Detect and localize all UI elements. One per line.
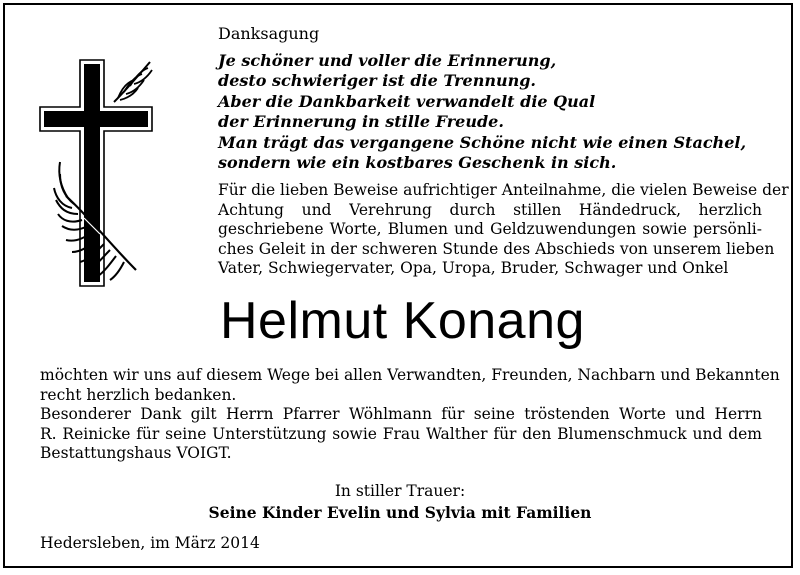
signers: Seine Kinder Evelin und Sylvia mit Familien [208, 503, 592, 522]
poem-line: der Erinnerung in stille Freude. [218, 112, 504, 132]
body-line: Besonderer Dank gilt Herrn Pfarrer Wöhlmann für seine tröstenden Worte und Herrn [40, 405, 762, 424]
body-line: Bestattungshaus VOIGT. [40, 444, 232, 463]
intro-line: Achtung und Verehrung durch stillen Händedruck, herzlich [218, 200, 762, 219]
poem-line: Man trägt das vergangene Schöne nicht wie einen Stachel, [218, 132, 747, 152]
body-line: R. Reinicke für seine Unterstützung sowie Frau Walther für den Blumenschmuck und dem [40, 424, 762, 443]
intro-line: Für die lieben Beweise aufrichtiger Anteilnahme, die vielen Beweise der [218, 181, 789, 199]
deceased-name: Helmut Konang [220, 292, 585, 350]
cross-with-palm-icon [38, 58, 163, 290]
poem-line: Je schöner und voller die Erinnerung, [218, 51, 557, 70]
intro-line: Vater, Schwiegervater, Opa, Uropa, Bruder, Schwager und Onkel [218, 259, 729, 278]
mourning-line: In stiller Trauer: [334, 482, 466, 500]
poem-line: sondern wie ein kostbares Geschenk in sich. [218, 153, 617, 173]
intro-paragraph [218, 181, 789, 279]
body-line: möchten wir uns auf diesem Wege bei allen Verwandten, Freunden, Nachbarn und Bekannten [40, 366, 780, 384]
thanks-paragraph [40, 366, 780, 464]
place-date: Hedersleben, im März 2014 [40, 534, 260, 552]
intro-line: geschriebene Worte, Blumen und Geldzuwendungen sowie persönli- [218, 220, 762, 239]
intro-line: ches Geleit in der schweren Stunde des Abschieds von unserem lieben [218, 239, 775, 258]
poem [218, 51, 746, 173]
notice-heading: Danksagung [218, 24, 320, 43]
poem-line: desto schwieriger ist die Trennung. [218, 71, 536, 91]
body-line: recht herzlich bedanken. [40, 385, 237, 404]
poem-line: Aber die Dankbarkeit verwandelt die Qual [218, 91, 596, 111]
